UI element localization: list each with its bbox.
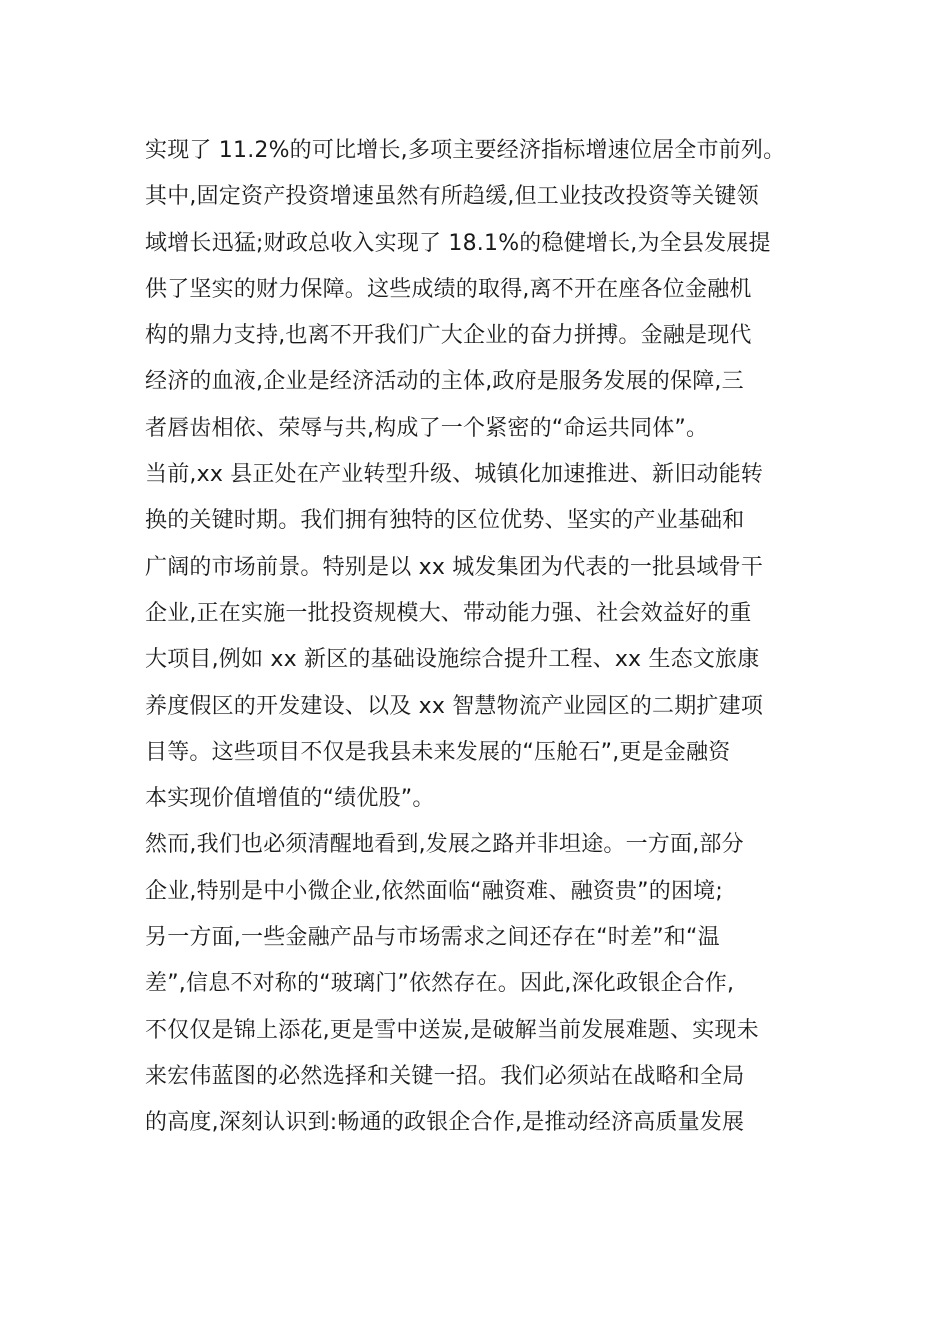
text-line: 其中,固定资产投资增速虽然有所趋缓,但工业技改投资等关键领 [145, 184, 759, 210]
text-line: 然而,我们也必须清醒地看到,发展之路并非坦途。一方面,部分 [145, 832, 744, 858]
text-line: 当前,xx 县正处在产业转型升级、城镇化加速推进、新旧动能转 [145, 462, 764, 488]
text-line: 供了坚实的财力保障。这些成绩的取得,离不开在座各位金融机 [145, 276, 752, 302]
text-line: 来宏伟蓝图的必然选择和关键一招。我们必须站在战略和全局 [145, 1063, 745, 1089]
text-line: 大项目,例如 xx 新区的基础设施综合提升工程、xx 生态文旅康 [145, 647, 760, 673]
text-line: 差”,信息不对称的“玻璃门”依然存在。因此,深化政银企合作, [145, 971, 735, 997]
text-line: 换的关键时期。我们拥有独特的区位优势、坚实的产业基础和 [145, 508, 745, 534]
text-line: 广阔的市场前景。特别是以 xx 城发集团为代表的一批县域骨干 [145, 554, 764, 580]
text-line: 另一方面,一些金融产品与市场需求之间还存在“时差”和“温 [145, 925, 720, 951]
text-line: 构的鼎力支持,也离不开我们广大企业的奋力拼搏。金融是现代 [145, 323, 752, 349]
text-line: 的高度,深刻认识到:畅通的政银企合作,是推动经济高质量发展 [145, 1110, 745, 1136]
text-line: 不仅仅是锦上添花,更是雪中送炭,是破解当前发展难题、实现未 [145, 1017, 759, 1043]
text-line: 企业,特别是中小微企业,依然面临“融资难、融资贵”的困境; [145, 878, 723, 904]
text-line: 经济的血液,企业是经济活动的主体,政府是服务发展的保障,三 [145, 369, 744, 395]
text-line: 本实现价值增值的“绩优股”。 [145, 786, 435, 812]
text-line: 目等。这些项目不仅是我县未来发展的“压舱石”,更是金融资 [145, 739, 731, 765]
text-line: 实现了 11.2%的可比增长,多项主要经济指标增速位居全市前列。 [145, 138, 786, 163]
text-line: 域增长迅猛;财政总收入实现了 18.1%的稳健增长,为全县发展提 [145, 230, 771, 256]
body-text [145, 128, 815, 1147]
text-line: 企业,正在实施一批投资规模大、带动能力强、社会效益好的重 [145, 600, 752, 626]
text-line: 养度假区的开发建设、以及 xx 智慧物流产业园区的二期扩建项 [145, 693, 764, 719]
text-line: 者唇齿相依、荣辱与共,构成了一个紧密的“命运共同体”。 [145, 415, 709, 441]
